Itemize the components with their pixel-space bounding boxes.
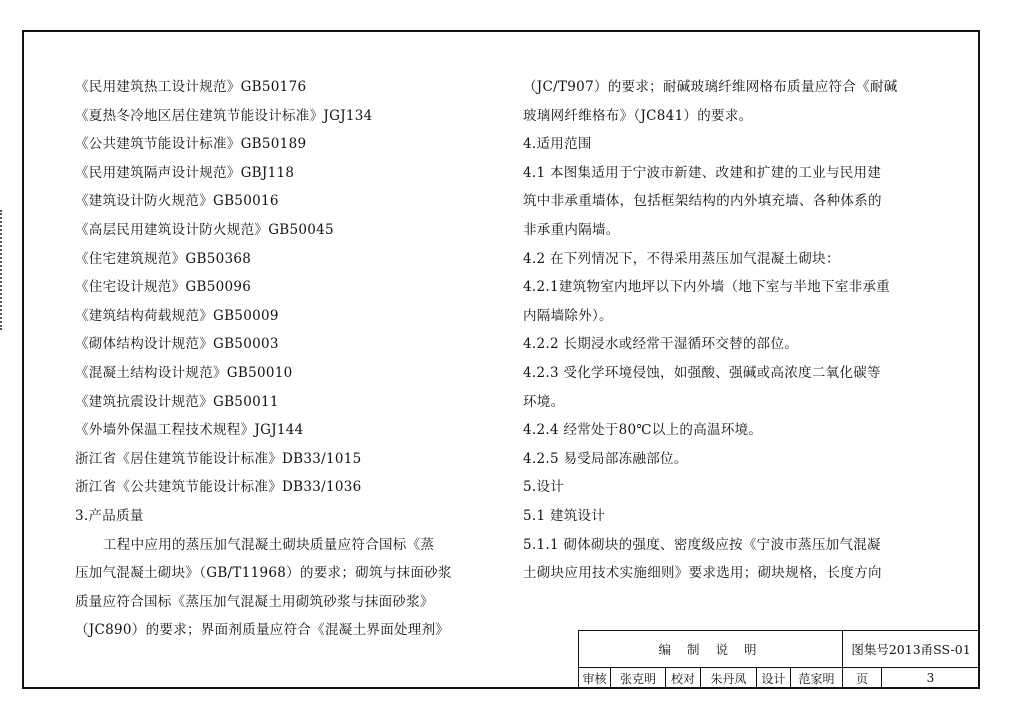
checker-signature: 朱丹凤 bbox=[700, 667, 757, 689]
body-text-line: 压加气混凝土砌块》（GB/T11968）的要求；砌筑与抹面砂浆 bbox=[75, 565, 452, 582]
section-heading: 4.适用范围 bbox=[523, 136, 592, 153]
body-text-line: 非承重内隔墙。 bbox=[523, 221, 620, 238]
reference-standard: 《民用建筑热工设计规范》GB50176 bbox=[75, 79, 307, 95]
section-heading: 5.1 建筑设计 bbox=[523, 507, 606, 524]
reference-standard: 《公共建筑节能设计标准》GB50189 bbox=[75, 136, 307, 153]
reference-standard: 《建筑设计防火规范》GB50016 bbox=[75, 193, 279, 210]
body-text-line: 4.2 在下列情况下，不得采用蒸压加气混凝土砌块： bbox=[523, 250, 840, 267]
body-text-line: 土砌块应用技术实施细则》要求选用；砌块规格，长度方向 bbox=[523, 565, 882, 582]
binding-margin-marks bbox=[0, 210, 6, 330]
atlas-label: 图集号 bbox=[851, 642, 889, 657]
body-text-line: 5.1.1 砌体砌块的强度、密度级应按《宁波市蒸压加气混凝 bbox=[523, 536, 881, 553]
body-text-line: 玻璃网纤维格布》（JC841）的要求。 bbox=[523, 107, 753, 124]
page-number: 3 bbox=[881, 667, 980, 689]
reviewer-signature: 张克明 bbox=[610, 667, 666, 689]
reference-standard: 《混凝土结构设计规范》GB50010 bbox=[75, 364, 293, 381]
section-heading: 5.设计 bbox=[523, 479, 565, 496]
designer-signature: 范家明 bbox=[790, 667, 843, 689]
reference-standard: 《夏热冬冷地区居住建筑节能设计标准》JGJ134 bbox=[75, 107, 373, 124]
reference-standard: 《民用建筑隔声设计规范》GBJ118 bbox=[75, 164, 295, 181]
reference-standard: 《住宅建筑规范》GB50368 bbox=[75, 250, 252, 267]
reference-standard: 《建筑结构荷载规范》GB50009 bbox=[75, 307, 279, 324]
reference-standard: 《高层民用建筑设计防火规范》GB50045 bbox=[75, 221, 334, 238]
page-label: 页 bbox=[842, 667, 882, 689]
design-label: 设计 bbox=[756, 667, 791, 689]
left-column bbox=[75, 73, 495, 645]
body-text-line: 4.2.3 受化学环境侵蚀，如强酸、强碱或高浓度二氧化碳等 bbox=[523, 364, 881, 381]
reference-standard: 浙江省《居住建筑节能设计标准》DB33/1015 bbox=[75, 450, 362, 467]
body-text-line: 筑中非承重墙体，包括框架结构的内外填充墙、各种体系的 bbox=[523, 193, 882, 210]
body-text-line: 4.2.1建筑物室内地坪以下内外墙（地下室与半地下室非承重 bbox=[523, 279, 891, 296]
reference-standard: 《住宅设计规范》GB50096 bbox=[75, 279, 252, 296]
body-text-line: （JC/T907）的要求；耐碱玻璃纤维网格布质量应符合《耐碱 bbox=[523, 79, 898, 95]
atlas-number: 2013甬SS-01 bbox=[888, 642, 971, 657]
body-text-line: 4.2.2 长期浸水或经常干湿循环交替的部位。 bbox=[523, 336, 799, 353]
reference-standard: 《建筑抗震设计规范》GB50011 bbox=[75, 393, 279, 410]
review-label: 审核 bbox=[578, 667, 611, 689]
check-label: 校对 bbox=[665, 667, 701, 689]
reference-standard: 《外墙外保温工程技术规程》JGJ144 bbox=[75, 422, 304, 439]
section-heading: 3.产品质量 bbox=[75, 507, 144, 524]
title-block bbox=[578, 630, 980, 689]
body-text-line: 内隔墙除外）。 bbox=[523, 307, 613, 324]
right-column bbox=[523, 73, 943, 588]
reference-standard: 《砌体结构设计规范》GB50003 bbox=[75, 336, 279, 353]
body-text-line: 4.2.4 经常处于80℃以上的高温环境。 bbox=[523, 422, 763, 439]
drawing-title: 编 制 说 明 bbox=[578, 630, 843, 668]
body-text-line: 质量应符合国标《蒸压加气混凝土用砌筑砂浆与抹面砂浆》 bbox=[75, 593, 434, 610]
body-text-line: 4.2.5 易受局部冻融部位。 bbox=[523, 450, 688, 467]
atlas-number-cell bbox=[842, 630, 980, 668]
body-text-line: 4.1 本图集适用于宁波市新建、改建和扩建的工业与民用建 bbox=[523, 164, 882, 181]
reference-standard: 浙江省《公共建筑节能设计标准》DB33/1036 bbox=[75, 479, 362, 496]
body-text-line: 工程中应用的蒸压加气混凝土砌块质量应符合国标《蒸 bbox=[103, 536, 435, 553]
body-text-line: （JC890）的要求；界面剂质量应符合《混凝土界面处理剂》 bbox=[75, 622, 450, 639]
body-text-line: 环境。 bbox=[523, 393, 565, 410]
